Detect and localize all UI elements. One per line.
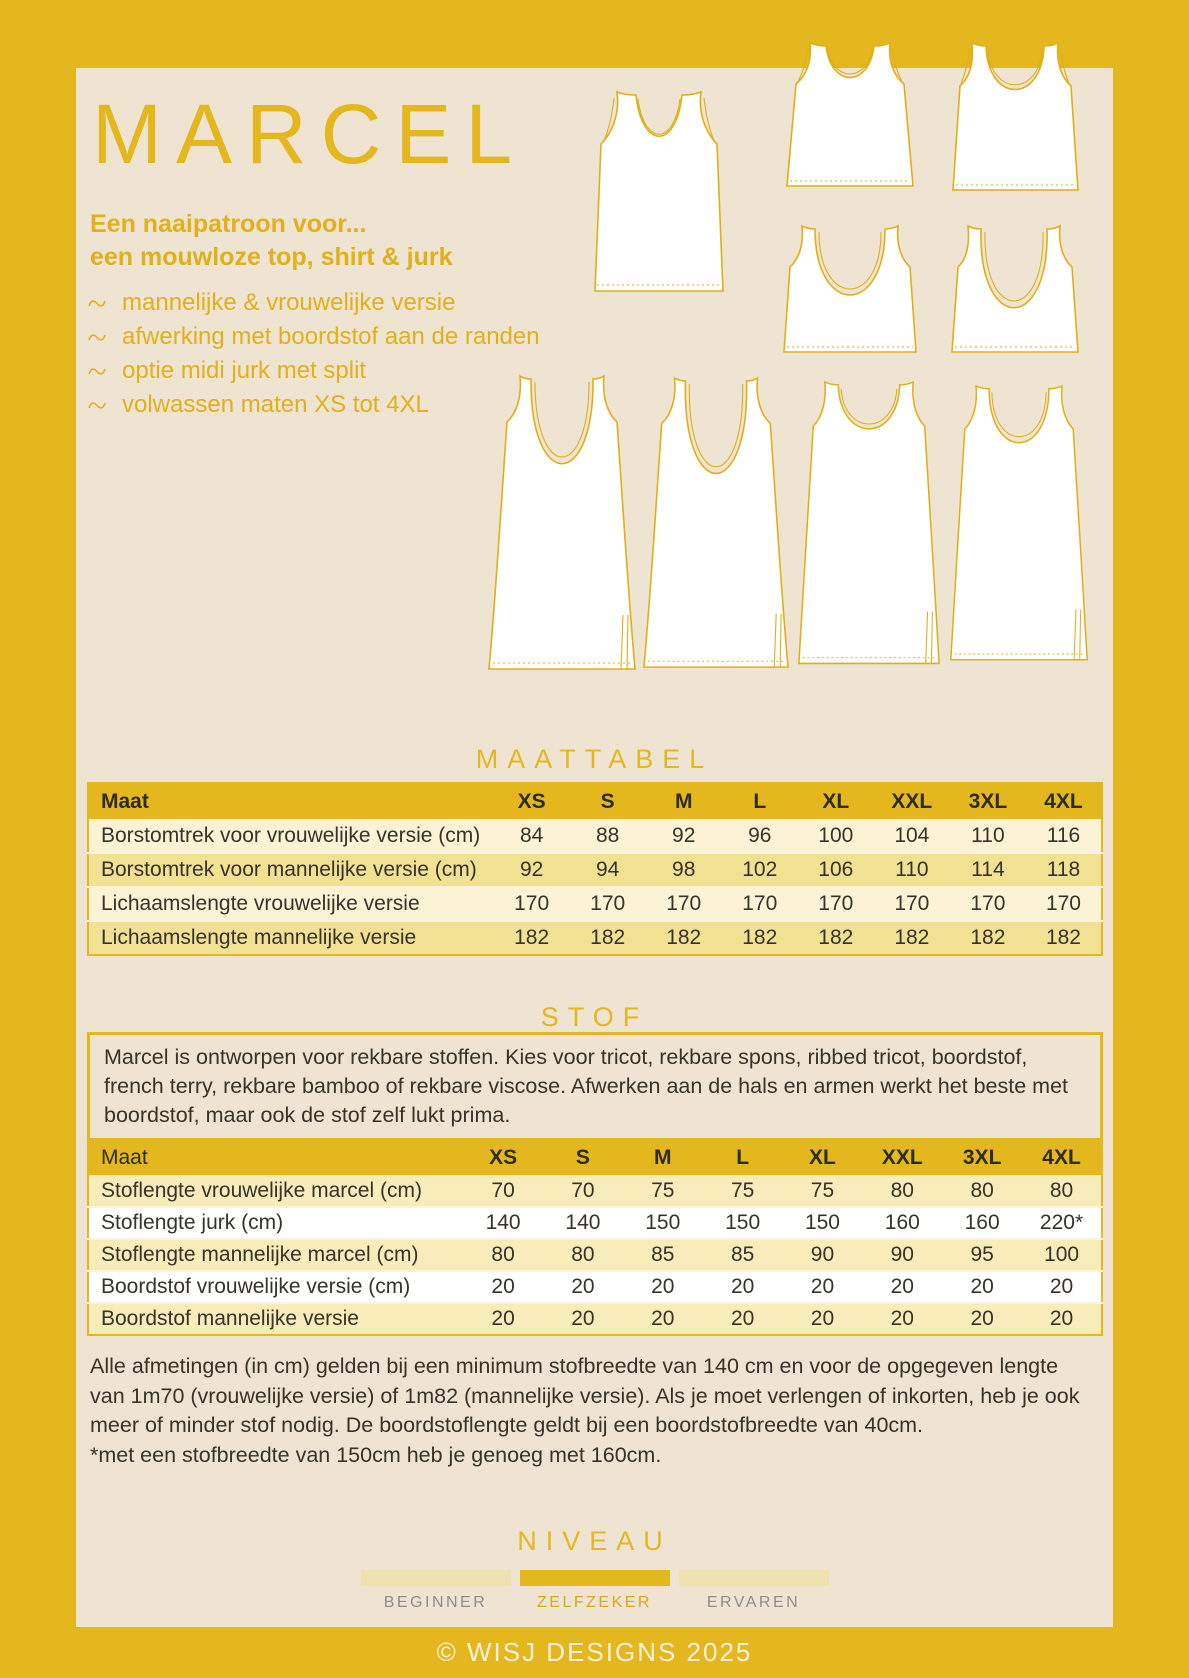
- squiggle-bullet-icon: [88, 331, 122, 344]
- fabric-heading: STOF: [540, 1002, 649, 1032]
- size-table: [87, 782, 1103, 956]
- row-value: 140: [463, 1207, 543, 1239]
- row-value: 170: [874, 887, 950, 921]
- table-row: [88, 1303, 1102, 1335]
- row-value: 20: [1022, 1303, 1102, 1335]
- dress-front-illustration: [796, 372, 942, 684]
- tank-top-deep-back-illustration: [950, 222, 1080, 358]
- row-value: 104: [874, 819, 950, 853]
- table-size-header: L: [722, 783, 798, 819]
- row-label: Lichaamslengte mannelijke versie: [88, 921, 494, 955]
- row-value: 140: [543, 1207, 623, 1239]
- row-label: Boordstof vrouwelijke versie (cm): [88, 1271, 463, 1303]
- row-value: 70: [463, 1175, 543, 1207]
- row-value: 170: [950, 887, 1026, 921]
- row-value: 100: [798, 819, 874, 853]
- table-size-header: XXL: [862, 1139, 942, 1175]
- row-value: 116: [1026, 819, 1102, 853]
- page-title: MARCEL: [92, 87, 527, 181]
- row-value: 182: [722, 921, 798, 955]
- row-value: 20: [783, 1271, 863, 1303]
- row-value: 100: [1022, 1239, 1102, 1271]
- intro-line-1: Een naaipatroon voor...: [90, 210, 367, 238]
- row-value: 98: [646, 853, 722, 887]
- row-label: Stoflengte jurk (cm): [88, 1207, 463, 1239]
- feature-bullet-text: afwerking met boordstof aan de randen: [122, 323, 540, 350]
- copyright-text: © WISJ DESIGNS 2025: [436, 1637, 753, 1667]
- squiggle-bullet-icon: [88, 297, 122, 310]
- table-size-header: 3XL: [950, 783, 1026, 819]
- fabric-description: Marcel is ontworpen voor rekbare stoffen. Kies voor tricot, rekbare spons, ribbed tricot, boordstof, french terry, rekbare bamboo of rekbare viscose. Afwerken aan de hals en armen werkt het beste met boordstof, maar ook de stof zelf lukt prima.: [104, 1045, 1069, 1127]
- table-size-header: S: [570, 783, 646, 819]
- level-label: BEGINNER: [383, 1594, 488, 1611]
- intro-heading: [90, 208, 453, 274]
- row-value: 80: [463, 1239, 543, 1271]
- row-value: 20: [623, 1271, 703, 1303]
- table-size-header: M: [623, 1139, 703, 1175]
- row-value: 20: [942, 1303, 1022, 1335]
- feature-bullet-text: optie midi jurk met split: [122, 357, 367, 384]
- table-size-header: XL: [783, 1139, 863, 1175]
- row-value: 150: [623, 1207, 703, 1239]
- table-row: [88, 819, 1102, 853]
- row-value: 150: [703, 1207, 783, 1239]
- row-value: 20: [543, 1303, 623, 1335]
- row-value: 80: [942, 1175, 1022, 1207]
- dress-back-illustration: [641, 372, 791, 684]
- row-value: 170: [494, 887, 570, 921]
- size-table-heading: MAATTABEL: [475, 744, 714, 774]
- fabric-description-box: [87, 1032, 1103, 1143]
- row-value: 118: [1026, 853, 1102, 887]
- row-value: 102: [722, 853, 798, 887]
- row-value: 20: [463, 1303, 543, 1335]
- table-size-header: XS: [494, 783, 570, 819]
- fabric-notes-text: Alle afmetingen (in cm) gelden bij een minimum stofbreedte van 140 cm en voor de opgegeven lengte van 1m70 (vrouwelijke versie) of 1m82 (mannelijke versie). Als je moet verlengen of inkorten, heb je ook meer of minder stof nodig. De boordstoflengte geldt bij een boordstofbreedte van 40cm.: [90, 1354, 1080, 1437]
- row-label: Borstomtrek voor mannelijke versie (cm): [88, 853, 494, 887]
- row-value: 170: [570, 887, 646, 921]
- table-size-header: M: [646, 783, 722, 819]
- row-value: 170: [798, 887, 874, 921]
- fabric-table: [87, 1138, 1103, 1336]
- level-bar: [679, 1570, 829, 1586]
- row-value: 150: [783, 1207, 863, 1239]
- row-label: Stoflengte mannelijke marcel (cm): [88, 1239, 463, 1271]
- level-bar: [520, 1570, 670, 1586]
- row-value: 20: [703, 1303, 783, 1335]
- row-value: 110: [874, 853, 950, 887]
- dress-scoop-front-illustration: [948, 372, 1090, 684]
- row-value: 182: [950, 921, 1026, 955]
- fabric-notes: [90, 1352, 1098, 1470]
- table-row: [88, 1271, 1102, 1303]
- feature-bullet: [88, 388, 540, 422]
- row-value: 94: [570, 853, 646, 887]
- row-value: 182: [494, 921, 570, 955]
- row-value: 170: [722, 887, 798, 921]
- tank-top-large-front-illustration: [584, 86, 734, 308]
- row-value: 85: [703, 1239, 783, 1271]
- row-value: 80: [1022, 1175, 1102, 1207]
- feature-bullet-text: mannelijke & vrouwelijke versie: [122, 289, 456, 316]
- tank-top-front-illustration: [782, 38, 918, 194]
- row-value: 20: [942, 1271, 1022, 1303]
- row-value: 20: [463, 1271, 543, 1303]
- table-size-header: XL: [798, 783, 874, 819]
- row-label: Lichaamslengte vrouwelijke versie: [88, 887, 494, 921]
- row-value: 160: [942, 1207, 1022, 1239]
- table-row: [88, 887, 1102, 921]
- table-size-header: XXL: [874, 783, 950, 819]
- row-value: 160: [862, 1207, 942, 1239]
- row-label: Stoflengte vrouwelijke marcel (cm): [88, 1175, 463, 1207]
- squiggle-bullet-icon: [88, 365, 122, 378]
- row-value: 20: [623, 1303, 703, 1335]
- row-value: 92: [646, 819, 722, 853]
- row-value: 170: [1026, 887, 1102, 921]
- table-row: [88, 921, 1102, 955]
- feature-bullet: [88, 286, 540, 320]
- row-value: 88: [570, 819, 646, 853]
- level-indicator: [76, 1570, 1113, 1612]
- fabric-table-wrap: [87, 1138, 1103, 1336]
- feature-bullet: [88, 320, 540, 354]
- row-value: 75: [783, 1175, 863, 1207]
- table-size-header: 3XL: [942, 1139, 1022, 1175]
- table-size-header: S: [543, 1139, 623, 1175]
- row-value: 20: [543, 1271, 623, 1303]
- squiggle-bullet-icon: [88, 399, 122, 412]
- row-value: 20: [862, 1271, 942, 1303]
- table-label-header: Maat: [88, 1139, 463, 1175]
- row-value: 182: [646, 921, 722, 955]
- feature-bullet-text: volwassen maten XS tot 4XL: [122, 391, 429, 418]
- table-label-header: Maat: [88, 783, 494, 819]
- row-value: 106: [798, 853, 874, 887]
- table-row: [88, 1175, 1102, 1207]
- table-size-header: 4XL: [1026, 783, 1102, 819]
- level-label: ZELFZEKER: [537, 1594, 652, 1611]
- table-row: [88, 853, 1102, 887]
- row-value: 110: [950, 819, 1026, 853]
- level-bar: [361, 1570, 511, 1586]
- row-value: 92: [494, 853, 570, 887]
- feature-bullet: [88, 354, 540, 388]
- row-value: 85: [623, 1239, 703, 1271]
- tank-top-back-illustration: [782, 222, 918, 358]
- level-label: ERVAREN: [706, 1594, 801, 1611]
- table-row: [88, 1239, 1102, 1271]
- table-size-header: L: [703, 1139, 783, 1175]
- row-value: 182: [874, 921, 950, 955]
- feature-bullet-list: [88, 286, 540, 422]
- row-value: 70: [543, 1175, 623, 1207]
- row-label: Borstomtrek voor vrouwelijke versie (cm): [88, 819, 494, 853]
- level-heading: NIVEAU: [517, 1526, 672, 1556]
- row-value: 170: [646, 887, 722, 921]
- row-value: 182: [798, 921, 874, 955]
- fabric-footnote: *met een stofbreedte van 150cm heb je genoeg met 160cm.: [90, 1442, 662, 1467]
- row-value: 75: [623, 1175, 703, 1207]
- intro-line-2: een mouwloze top, shirt & jurk: [90, 243, 453, 271]
- row-value: 80: [543, 1239, 623, 1271]
- copyright-footer: [0, 1627, 1189, 1678]
- row-value: 75: [703, 1175, 783, 1207]
- row-label: Boordstof mannelijke versie: [88, 1303, 463, 1335]
- level-option-zelfzeker: [520, 1570, 670, 1612]
- row-value: 182: [1026, 921, 1102, 955]
- row-value: 20: [783, 1303, 863, 1335]
- row-value: 90: [862, 1239, 942, 1271]
- level-option-beginner: [361, 1570, 511, 1612]
- dress-back-illustration: [486, 372, 638, 684]
- tank-top-scoop-front-illustration: [950, 38, 1080, 198]
- row-value: 220*: [1022, 1207, 1102, 1239]
- size-table-wrap: [87, 782, 1103, 956]
- table-size-header: 4XL: [1022, 1139, 1102, 1175]
- row-value: 182: [570, 921, 646, 955]
- table-row: [88, 1207, 1102, 1239]
- row-value: 84: [494, 819, 570, 853]
- row-value: 96: [722, 819, 798, 853]
- row-value: 90: [783, 1239, 863, 1271]
- row-value: 20: [1022, 1271, 1102, 1303]
- row-value: 80: [862, 1175, 942, 1207]
- row-value: 114: [950, 853, 1026, 887]
- level-option-ervaren: [679, 1570, 829, 1612]
- row-value: 95: [942, 1239, 1022, 1271]
- row-value: 20: [703, 1271, 783, 1303]
- table-size-header: XS: [463, 1139, 543, 1175]
- row-value: 20: [862, 1303, 942, 1335]
